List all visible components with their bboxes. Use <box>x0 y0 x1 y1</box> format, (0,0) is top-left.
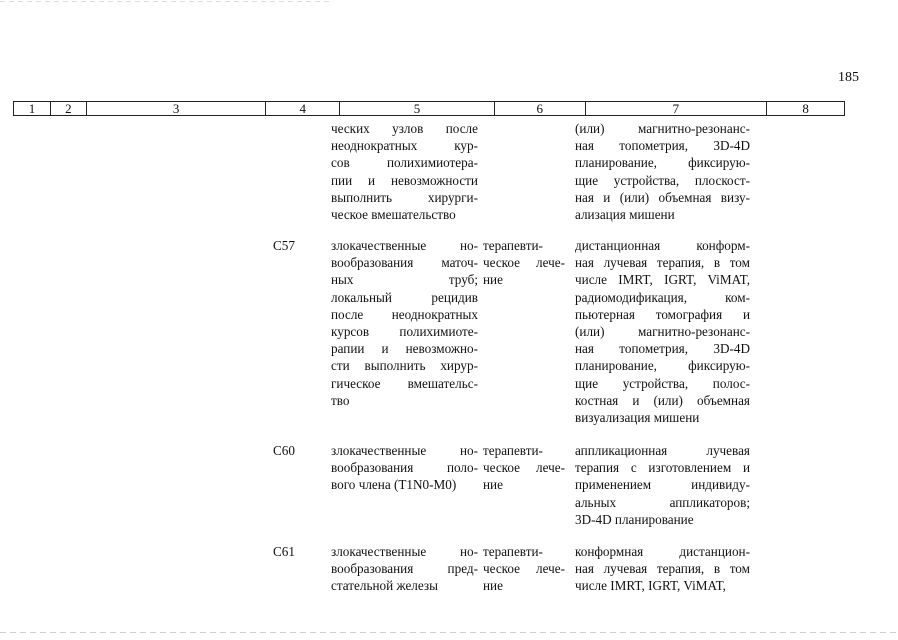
header-col-7: 7 <box>586 102 768 115</box>
text-line: ние <box>483 578 503 594</box>
text-line: ческое лече- <box>483 561 565 577</box>
text-line: (или) магнитно-резонанс- <box>575 121 750 136</box>
text-line: ная топометрия, 3D-4D <box>575 138 750 154</box>
text-line: ная топометрия, 3D-4D <box>575 341 750 357</box>
text-line: ных труб; <box>331 272 478 288</box>
text-line: числе IMRT, IGRT, ViMAT, <box>575 578 726 594</box>
text-line: сти выполнить хирур- <box>331 358 478 374</box>
row-c57-code: C57 <box>273 238 295 253</box>
header-col-8: 8 <box>802 101 809 116</box>
row-c57-col6 <box>483 237 565 289</box>
header-col-3: 3 <box>87 102 267 115</box>
text-line: вообразования пред- <box>331 561 478 577</box>
text-line: тво <box>331 392 350 408</box>
text-line: вообразования поло- <box>331 460 478 476</box>
text-line: радиомодификация, ком- <box>575 289 750 305</box>
text-line: терапевти- <box>483 443 543 458</box>
table-header-row <box>13 101 845 116</box>
row-c61-col7 <box>575 543 750 595</box>
text-line: вообразования маточ- <box>331 255 478 271</box>
row-c61-col6 <box>483 543 565 595</box>
text-line: дистанционная конформ- <box>575 238 750 253</box>
text-line: вого члена (T1N0-M0) <box>331 477 457 493</box>
text-line: ние <box>483 272 503 288</box>
text-line: гическое вмешательс- <box>331 375 478 391</box>
text-line: стательной железы <box>331 578 438 594</box>
text-line: ческое лече- <box>483 255 565 271</box>
text-line: планирование, фиксирую- <box>575 155 750 171</box>
text-line: 3D-4D планирование <box>575 511 694 527</box>
header-col-5: 5 <box>340 102 495 115</box>
text-line: числе IMRT, IGRT, ViMAT, <box>575 272 750 288</box>
text-line: ние <box>483 477 503 493</box>
row-c60-col6 <box>483 442 565 494</box>
header-col-6: 6 <box>495 102 586 115</box>
text-line: злокачественные но- <box>331 443 478 458</box>
text-line: ческих узлов после <box>331 121 478 136</box>
header-col-2: 2 <box>51 102 87 115</box>
text-line: злокачественные но- <box>331 544 478 559</box>
text-line: визуализация мишени <box>575 410 700 426</box>
text-line: ализация мишени <box>575 207 675 223</box>
text-line: (или) магнитно-резонанс- <box>575 324 750 340</box>
text-line: злокачественные но- <box>331 238 478 253</box>
text-line: выполнить хирурги- <box>331 189 478 205</box>
text-line: курсов полихимиоте- <box>331 324 478 340</box>
text-line: ная и (или) объемная визу- <box>575 189 750 205</box>
text-line: после неоднократных <box>331 306 478 322</box>
row-c61-code: C61 <box>273 544 295 559</box>
bottom-scan-rule <box>0 632 898 633</box>
row-c57-col5 <box>331 237 478 409</box>
text-line: костная и (или) объемная <box>575 392 750 408</box>
text-line: сов полихимиотера- <box>331 155 478 171</box>
text-line: локальный рецидив <box>331 289 478 305</box>
row-c61-col5 <box>331 543 478 595</box>
text-line: терапевти- <box>483 238 543 253</box>
text-line: пьютерная томография и <box>575 306 750 322</box>
text-line: применением индивиду- <box>575 477 750 493</box>
text-line: терапевти- <box>483 544 543 559</box>
text-line: терапия с изготовлением и <box>575 460 750 476</box>
text-line: конформная дистанцион- <box>575 544 750 559</box>
row-c60-col5 <box>331 442 478 494</box>
header-col-4: 4 <box>266 102 340 115</box>
text-line: аппликационная лучевая <box>575 443 750 458</box>
top-scan-rule <box>0 1 330 2</box>
text-line: ческое вмешательство <box>331 207 456 223</box>
row-c60-code: C60 <box>273 443 295 458</box>
row-c60-col7 <box>575 442 750 528</box>
header-col-1: 1 <box>14 102 51 115</box>
text-line: щие устройства, плоскост- <box>575 172 750 188</box>
text-line: рапии и невозможно- <box>331 341 478 357</box>
text-line: ная лучевая терапия, в том <box>575 561 750 577</box>
text-line: ческое лече- <box>483 460 565 476</box>
text-line: альных аппликаторов; <box>575 494 750 510</box>
text-line: щие устройства, полос- <box>575 375 750 391</box>
page-number: 185 <box>838 70 859 85</box>
continuation-col5 <box>331 120 478 223</box>
row-c57-col7 <box>575 237 750 426</box>
text-line: неоднократных кур- <box>331 138 478 154</box>
text-line: пии и невозможности <box>331 172 478 188</box>
continuation-col7 <box>575 120 750 223</box>
text-line: планирование, фиксирую- <box>575 358 750 374</box>
text-line: ная лучевая терапия, в том <box>575 255 750 271</box>
